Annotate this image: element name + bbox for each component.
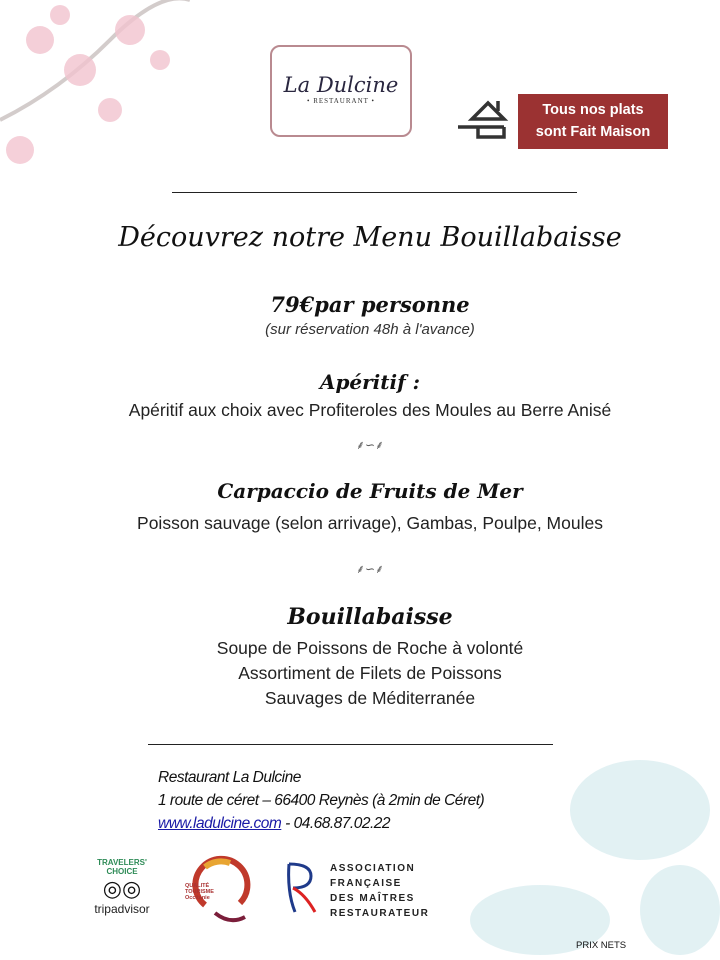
owl-eyes-icon: ◎◎ — [102, 876, 142, 901]
prix-nets-label: PRIX NETS — [576, 940, 627, 951]
section-line: Assortiment de Filets de Poissons — [238, 663, 502, 683]
fait-maison-badge — [518, 94, 668, 149]
restaurant-name: Restaurant La Dulcine — [158, 769, 301, 786]
assoc-line: ASSOCIATION — [330, 863, 416, 874]
ornament: ⸙∽⸙ — [355, 562, 385, 576]
maitres-restaurateurs-label — [330, 861, 429, 921]
fait-maison-house-icon — [458, 97, 514, 139]
restaurant-logo — [270, 45, 412, 137]
qualite-label: QUALITÉ TOURISME Occitanie — [185, 883, 214, 901]
section-line: Apéritif aux choix avec Profiteroles des Moules au Berre Anisé — [128, 400, 612, 420]
tripadvisor-label: tripadvisor — [94, 902, 150, 916]
ornament: ⸙∽⸙ — [355, 438, 385, 452]
section-heading-aperitif: Apéritif : — [319, 370, 421, 394]
tripadvisor-logo — [86, 858, 158, 916]
logo-name: La Dulcine — [283, 73, 399, 97]
section-line: Sauvages de Méditerranée — [264, 688, 476, 708]
cherry-blossom-decoration — [0, 0, 200, 200]
assoc-line: RESTAURATEUR — [330, 908, 430, 919]
menu-title: Découvrez notre Menu Bouillabaisse — [118, 222, 622, 253]
website-link[interactable]: www.ladulcine.com — [158, 815, 282, 832]
assoc-line: DES MAÎTRES — [330, 893, 415, 904]
contact-info — [158, 766, 484, 835]
assoc-line: FRANÇAISE — [330, 878, 402, 889]
section-line: Soupe de Poissons de Roche à volonté — [216, 638, 524, 658]
travelers-choice-label: TRAVELERS' CHOICE — [97, 858, 147, 876]
badge-line-1: Tous nos plats — [542, 102, 644, 118]
section-line: Poisson sauvage (selon arrivage), Gambas, Poulpe, Moules — [137, 513, 603, 533]
address: 1 route de céret – 66400 Reynès (à 2min de Céret) — [158, 792, 485, 809]
watercolor-fish-decoration — [420, 730, 720, 960]
phone: - 04.68.87.02.22 — [281, 815, 391, 832]
section-heading-bouillabaisse: Bouillabaisse — [287, 604, 453, 630]
price: 79€par personne — [270, 292, 470, 317]
section-heading-carpaccio: Carpaccio de Fruits de Mer — [217, 479, 523, 503]
divider — [148, 744, 553, 745]
price-note: (sur réservation 48h à l'avance) — [265, 321, 475, 338]
logo-subtitle: • RESTAURANT • — [307, 97, 375, 105]
divider — [172, 192, 577, 193]
maitres-restaurateurs-r-icon — [285, 862, 319, 914]
qualite-tourisme-logo — [185, 855, 255, 925]
badge-line-2: sont Fait Maison — [535, 124, 651, 140]
